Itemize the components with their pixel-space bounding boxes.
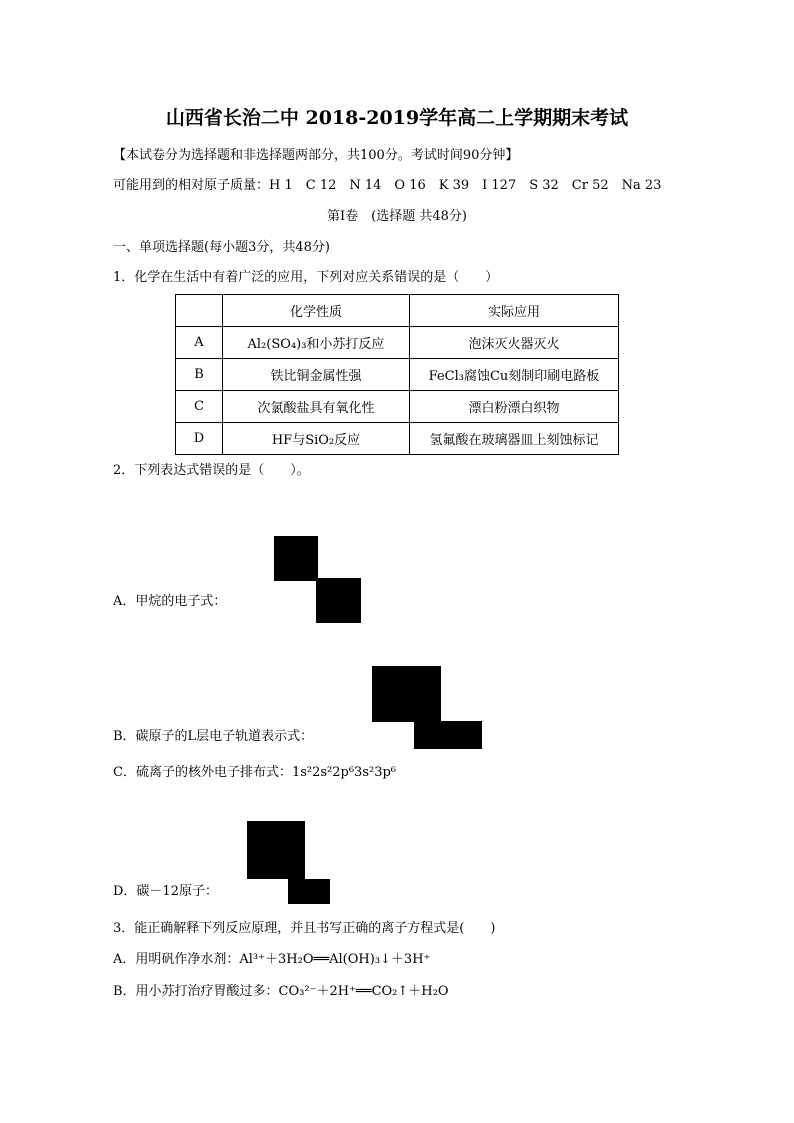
row-property: 次氯酸盐具有氧化性 bbox=[223, 391, 410, 423]
q2-option-b: B．碳原子的L层电子轨道表示式： bbox=[113, 729, 314, 744]
row-property: Al₂(SO₄)₃和小苏打反应 bbox=[223, 327, 410, 359]
image-block bbox=[274, 536, 318, 581]
image-block bbox=[414, 720, 441, 749]
image-block bbox=[288, 879, 330, 904]
q3-option-b: B．用小苏打治疗胃酸过多：CO₃²⁻＋2H⁺══CO₂↑＋H₂O bbox=[113, 984, 449, 999]
row-label: A bbox=[176, 327, 223, 359]
image-block bbox=[316, 578, 361, 623]
row-property: 铁比铜金属性强 bbox=[223, 359, 410, 391]
row-application: 氢氟酸在玻璃器皿上刻蚀标记 bbox=[410, 423, 619, 455]
row-application: 泡沫灭火器灭火 bbox=[410, 327, 619, 359]
table-header-row bbox=[176, 295, 619, 327]
table-header-cell: 化学性质 bbox=[223, 295, 410, 327]
table-row bbox=[176, 359, 619, 391]
table-header-cell: 实际应用 bbox=[410, 295, 619, 327]
exam-intro: 【本试卷分为选择题和非选择题两部分，共100分。考试时间90分钟】 bbox=[113, 148, 519, 163]
section-title: 第Ⅰ卷 (选择题 共48分) bbox=[327, 209, 467, 224]
table-row bbox=[176, 327, 619, 359]
atomic-mass-line: 可能用到的相对原子质量：H 1 C 12 N 14 O 16 K 39 I 127 S 32 Cr 52 Na 23 bbox=[113, 178, 662, 193]
image-block bbox=[441, 721, 482, 749]
row-property: HF与SiO₂反应 bbox=[223, 423, 410, 455]
row-label: C bbox=[176, 391, 223, 423]
table-header-cell bbox=[176, 295, 223, 327]
row-application: 漂白粉漂白织物 bbox=[410, 391, 619, 423]
q2-option-c: C．硫离子的核外电子排布式：1s²2s²2p⁶3s²3p⁶ bbox=[113, 765, 397, 780]
row-label: D bbox=[176, 423, 223, 455]
q3-stem: 3．能正确解释下列反应原理，并且书写正确的离子方程式是( ) bbox=[113, 921, 496, 936]
row-label: B bbox=[176, 359, 223, 391]
image-block bbox=[247, 821, 305, 879]
q1-table bbox=[175, 294, 619, 455]
row-application: FeCl₃腐蚀Cu刻制印刷电路板 bbox=[410, 359, 619, 391]
q1-stem: 1．化学在生活中有着广泛的应用，下列对应关系错误的是（ ） bbox=[113, 270, 499, 285]
table-row bbox=[176, 423, 619, 455]
exam-title: 山西省长治二中 2018-2019学年高二上学期期末考试 bbox=[165, 107, 629, 129]
q2-option-a: A．甲烷的电子式： bbox=[113, 594, 227, 609]
q2-option-d: D．碳－12原子： bbox=[113, 884, 218, 899]
q3-option-a: A．用明矾作净水剂：Al³⁺＋3H₂O══Al(OH)₃↓＋3H⁺ bbox=[113, 952, 431, 967]
part-title: 一、单项选择题(每小题3分，共48分) bbox=[113, 240, 330, 255]
image-block bbox=[372, 666, 441, 722]
table-row bbox=[176, 391, 619, 423]
q2-stem: 2．下列表达式错误的是（ ）。 bbox=[113, 463, 310, 478]
